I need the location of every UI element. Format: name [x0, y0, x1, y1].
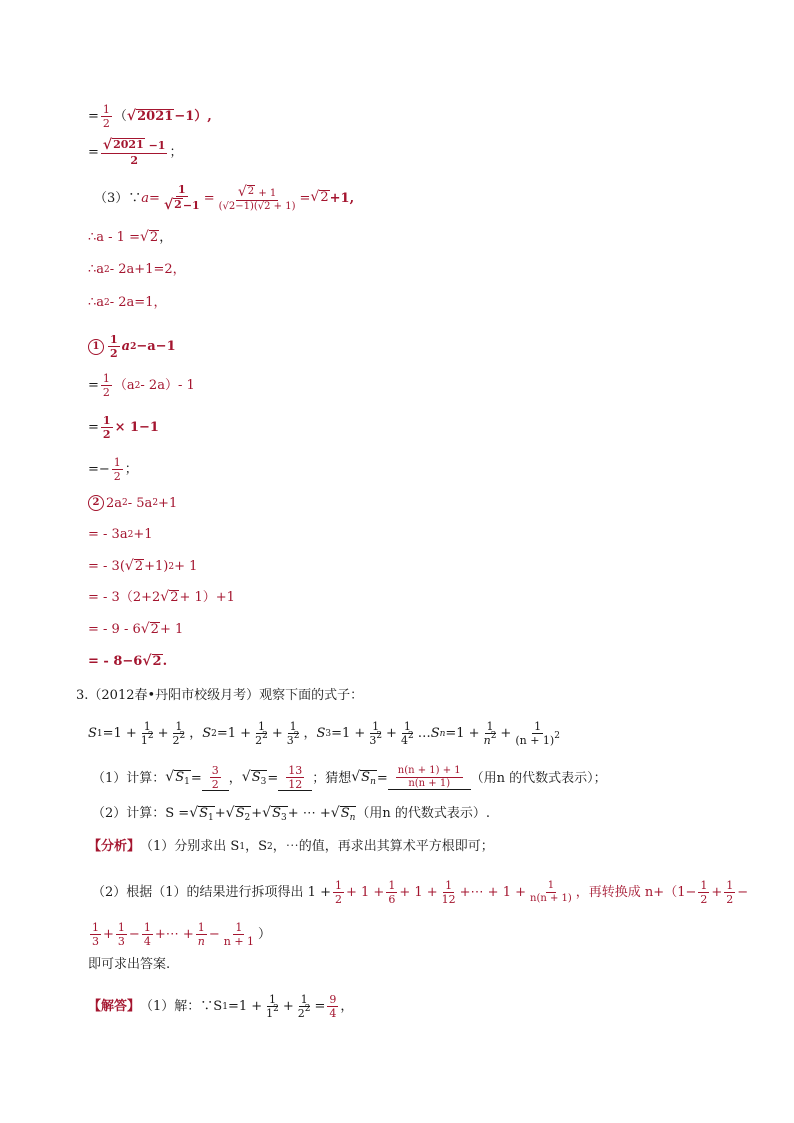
- text: - 2a）- 1: [140, 378, 195, 393]
- fraction: $\frac{1}{n}$: [197, 921, 205, 948]
- text: =: [88, 109, 99, 124]
- text: ，: [340, 999, 354, 1014]
- text: =: [267, 770, 279, 786]
- sqrt: √ 2: [140, 621, 159, 637]
- step-line-10: [88, 457, 138, 482]
- text: S: [88, 726, 97, 741]
- text: ；: [124, 462, 138, 477]
- text: = - 3（2+2: [88, 590, 161, 606]
- step-line-8: = $\frac{1}{2}$ （a 2 - 2a）- 1: [88, 372, 195, 399]
- text: ，: [303, 726, 317, 741]
- text: ，: [189, 726, 203, 741]
- fraction: $\frac{1}{2}$: [700, 879, 708, 906]
- text: =−: [88, 462, 110, 477]
- fraction: $\frac{1}{2}$: [102, 103, 110, 130]
- text: +1: [158, 495, 178, 511]
- text: = - 9 - 6: [88, 622, 141, 638]
- text: +: [214, 806, 226, 822]
- sqrt: √ $S_3$: [262, 805, 287, 823]
- text: =: [203, 190, 215, 206]
- text: =1 +: [216, 726, 252, 741]
- text: ，⋯的值，再求出其算术平方根即可；: [272, 839, 494, 854]
- sqrt: √ 2021: [126, 107, 174, 124]
- text: + 1 +: [399, 885, 438, 900]
- analysis-line: 【分析】 （1）分别求出 S 1 ，S 2 ，⋯的值，再求出其算术平方根即可；: [88, 839, 494, 854]
- step-line-7: 1 $\frac{1}{2}$ a 2 −a−1: [88, 334, 176, 359]
- step-line-12: = - 3a 2 +1: [88, 527, 153, 542]
- text: + 1: [159, 622, 184, 638]
- sqrt: √ $S_1$: [189, 805, 214, 823]
- text: 3.（2012春•丹阳市校级月考）观察下面的式子：: [76, 688, 364, 703]
- text: +: [271, 726, 283, 741]
- text: =1 +: [102, 726, 137, 741]
- text: S: [430, 726, 440, 741]
- text: （a: [113, 378, 135, 393]
- question-3-title: [76, 689, 363, 702]
- text: =: [376, 770, 388, 786]
- text: 即可求出答案.: [88, 957, 171, 972]
- text: × 1−1: [114, 420, 159, 435]
- fraction: $\frac{1}{6}$: [388, 879, 396, 906]
- text: + ⋯ +: [287, 806, 331, 822]
- text: = - 8−6: [88, 654, 143, 670]
- text: +: [157, 726, 169, 741]
- fraction: $\frac{1}{3^2}$: [286, 720, 300, 747]
- text: 2a: [106, 495, 123, 511]
- sqrt: √ $S_2$: [225, 805, 251, 823]
- fraction: $\frac{1}{1^2}$: [266, 993, 279, 1020]
- text: - 2a=1，: [109, 295, 167, 310]
- text: S: [316, 726, 326, 741]
- text: +1,: [329, 190, 355, 206]
- step-line-16: [88, 654, 167, 670]
- sqrt: √ 2: [139, 229, 159, 245]
- fraction: $\frac{1}{2}$: [110, 333, 118, 360]
- text: …: [417, 726, 431, 741]
- fraction: $\frac{1}{2}$: [113, 456, 121, 483]
- sqrt: √ $S_1$: [165, 769, 190, 788]
- text: ，: [159, 230, 173, 246]
- answer-tag: 【解答】: [88, 999, 141, 1014]
- fraction: $\frac{1}{n(n + 1)}$: [530, 880, 572, 904]
- text: （1）解：∵S: [140, 999, 223, 1014]
- fraction: $\frac{1}{3}$: [117, 921, 125, 948]
- text: =1 +: [227, 999, 263, 1014]
- text: =: [88, 144, 99, 160]
- step-line-2: [88, 138, 182, 166]
- answer-blank-1: $\frac{3}{2}$: [202, 765, 229, 791]
- text: （1）分别求出 S: [140, 839, 240, 854]
- sqrt: √ 2: [310, 189, 329, 206]
- text: （2）计算：S =: [92, 806, 190, 822]
- text: =: [88, 378, 99, 393]
- text: =1 +: [331, 726, 366, 741]
- text: - 2a+1=2，: [109, 262, 186, 277]
- text: +: [103, 927, 114, 942]
- answer-line: 【解答】 （1）解：∵S 1 =1 + $\frac{1}{1^2}$ + $\frac{1}{2^2}$ = $\frac{9}{4}$ ，: [88, 993, 354, 1020]
- sqrt: √ 2: [160, 589, 179, 605]
- text: ∴a: [88, 262, 105, 277]
- text: ，再转换成 n+（1−: [575, 885, 697, 900]
- fraction: $\frac{1}{2^2}$: [297, 993, 311, 1020]
- step-line-1: [88, 104, 212, 129]
- text: （2）根据（1）的结果进行拆项得出 1 +: [92, 885, 331, 900]
- step-line-13: = - 3( √ 2 +1) 2 + 1: [88, 558, 198, 575]
- text: −1）,: [174, 109, 212, 124]
- text: =: [314, 999, 326, 1014]
- text: +⋯ +: [154, 927, 194, 942]
- analysis-line-3: [88, 922, 271, 947]
- text: +1: [133, 527, 153, 542]
- fraction: $\frac{1}{2}$: [334, 879, 342, 906]
- fraction: $\frac{1}{4}$: [143, 921, 151, 948]
- part-1: [92, 765, 607, 791]
- fraction: $\frac{1}{3}$: [92, 921, 99, 948]
- step-line-14: [88, 590, 235, 606]
- answer-blank-3: $\frac{n(n + 1) + 1}{n(n + 1)}$: [388, 766, 471, 790]
- text: ）: [258, 927, 272, 942]
- fraction: $\frac{1}{4^2}$: [400, 720, 414, 747]
- analysis-line-2: [92, 880, 748, 905]
- sqrt: √ $S_3$: [241, 769, 267, 788]
- text: - 5a: [127, 495, 153, 511]
- text: a: [121, 339, 131, 354]
- text: （3）∵: [94, 190, 142, 206]
- fraction: $\frac{1}{2}$: [102, 372, 110, 399]
- text: =: [88, 420, 99, 435]
- text: ∴a: [88, 295, 105, 310]
- text: = - 3a: [88, 527, 128, 542]
- text: + 1 +: [345, 885, 385, 900]
- answer-blank-2: $\frac{13}{12}$: [278, 765, 312, 791]
- sqrt: √ $S_n$: [351, 769, 376, 788]
- text: ，S: [245, 839, 267, 854]
- text: +: [282, 999, 294, 1014]
- text: =: [190, 770, 202, 786]
- text: ∴a - 1 =: [88, 230, 140, 246]
- analysis-tag: 【分析】: [88, 839, 141, 854]
- text: +: [386, 726, 397, 741]
- fraction: $\frac{1}{n + 1}$: [223, 921, 255, 948]
- step-line-15: [88, 622, 183, 638]
- fraction: $\frac{1}{(n + 1)^2}$: [515, 720, 560, 747]
- text: （1）计算：: [92, 770, 166, 786]
- text: −: [128, 927, 140, 942]
- text: （用n 的代数式表示）.: [356, 806, 491, 822]
- sqrt: √ $S_n$: [330, 805, 356, 823]
- s-definitions: S 1 =1 + $\frac{1}{1^2}$ + $\frac{1}{2^2}$ ， S 2 =1 + $\frac{1}{2^2}$ + $\frac{1}{3^2}$ ， S 3 =1 + $\frac{1}{3^2}$ + $\frac{1}{4^2}$ … S n =1 + $\frac{1}{n^2}$ + $\frac{1}{(n + 1)^2}$: [88, 720, 560, 747]
- fraction: √ 2 + 1 (√2−1)(√2 + 1): [218, 183, 296, 212]
- fraction: $\frac{1}{12}$: [441, 879, 456, 906]
- circled-number: 1: [88, 339, 104, 355]
- text: （用n 的代数式表示）；: [470, 770, 607, 786]
- text: −a−1: [136, 339, 176, 354]
- fraction: $\frac{1}{n^2}$: [483, 720, 497, 747]
- text: （: [113, 109, 127, 124]
- text: +: [251, 806, 263, 822]
- text: −: [737, 885, 749, 900]
- fraction: $\frac{1}{3^2}$: [369, 720, 383, 747]
- step-line-4: [88, 230, 172, 246]
- text: ；: [169, 144, 183, 160]
- circled-number: 2: [88, 495, 104, 511]
- fraction: $\frac{1}{2^2}$: [255, 720, 268, 747]
- text: S: [202, 726, 212, 741]
- text: + 1: [174, 559, 198, 575]
- text: =1 +: [445, 726, 480, 741]
- fraction: $\frac{1}{2}$: [102, 414, 111, 441]
- text: ；猜想: [312, 770, 352, 786]
- analysis-line-4: [88, 958, 170, 971]
- sqrt: √ 2: [124, 558, 144, 574]
- text: −: [208, 927, 220, 942]
- var: a: [141, 190, 150, 206]
- step-line-11: 2 2a 2 - 5a 2 +1: [88, 495, 177, 511]
- text: +1): [144, 559, 169, 575]
- fraction: $\frac{1}{2^2}$: [172, 720, 186, 747]
- fraction: $\frac{9}{4}$: [329, 993, 337, 1020]
- step-line-5: ∴a 2 - 2a+1=2，: [88, 262, 186, 277]
- step-line-6: ∴a 2 - 2a=1，: [88, 295, 167, 310]
- step-line-9: [88, 415, 159, 440]
- fraction: $\frac{1}{1^2}$: [140, 720, 154, 747]
- text: = - 3(: [88, 559, 125, 575]
- text: =: [299, 190, 311, 206]
- fraction: √ 2021 −1 2: [102, 137, 166, 167]
- text: +: [711, 885, 723, 900]
- sqrt: √ 2: [142, 653, 162, 669]
- fraction: 1 √ 2 −1: [163, 183, 200, 213]
- text: ，: [228, 770, 242, 786]
- text: +: [500, 726, 512, 741]
- text: .: [162, 654, 168, 670]
- step-line-3: [94, 184, 354, 212]
- fraction: $\frac{1}{2}$: [726, 879, 734, 906]
- part-2: [92, 806, 490, 822]
- text: + 1）+1: [179, 590, 235, 606]
- text: =: [149, 190, 160, 206]
- text: +⋯ + 1 +: [459, 885, 526, 900]
